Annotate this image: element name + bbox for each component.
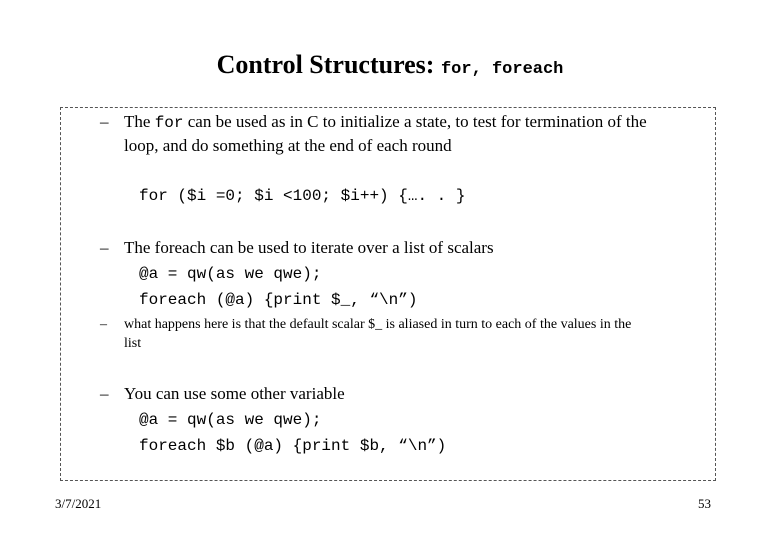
page-number: 53: [698, 496, 711, 511]
title-text: Control Structures:: [216, 50, 435, 79]
bullet-3-line-1: what happens here is that the default scalar $_ is aliased in turn to each of the values in the: [124, 317, 632, 332]
bullet-3-line-2: list: [124, 336, 142, 351]
bullet-1-code-line: for ($i =0; $i <100; $i++) {…. . }: [139, 187, 466, 205]
bullet-dash-4: –: [100, 384, 109, 403]
bullet-dash-2: –: [100, 238, 109, 257]
bullet-2-code-2: foreach (@a) {print $_, “\n”): [139, 291, 418, 309]
bullet-dash-3: –: [100, 317, 107, 332]
bullet-dash-1: –: [100, 112, 109, 131]
bullet-4-text: You can use some other variable: [124, 384, 345, 403]
bullet-1-line-1: [124, 110, 647, 135]
bullet-1-code: for: [154, 114, 184, 132]
bullet-1-line-2: loop, and do something at the end of each round: [124, 136, 452, 155]
bullet-2-code-1: @a = qw(as we qwe);: [139, 265, 322, 283]
bullet-2-text: The foreach can be used to iterate over a list of scalars: [124, 238, 494, 257]
bullet-4-code-2: foreach $b (@a) {print $b, “\n”): [139, 437, 447, 455]
title-code: for, foreach: [440, 60, 564, 79]
footer-date: 3/7/2021: [55, 496, 102, 511]
bullet-1-rest: can be used as in C to initialize a state, to test for termination of the: [183, 112, 647, 131]
bullet-4-code-1: @a = qw(as we qwe);: [139, 411, 322, 429]
slide-title: [0, 50, 780, 80]
bullet-1-pre: The: [124, 112, 155, 131]
